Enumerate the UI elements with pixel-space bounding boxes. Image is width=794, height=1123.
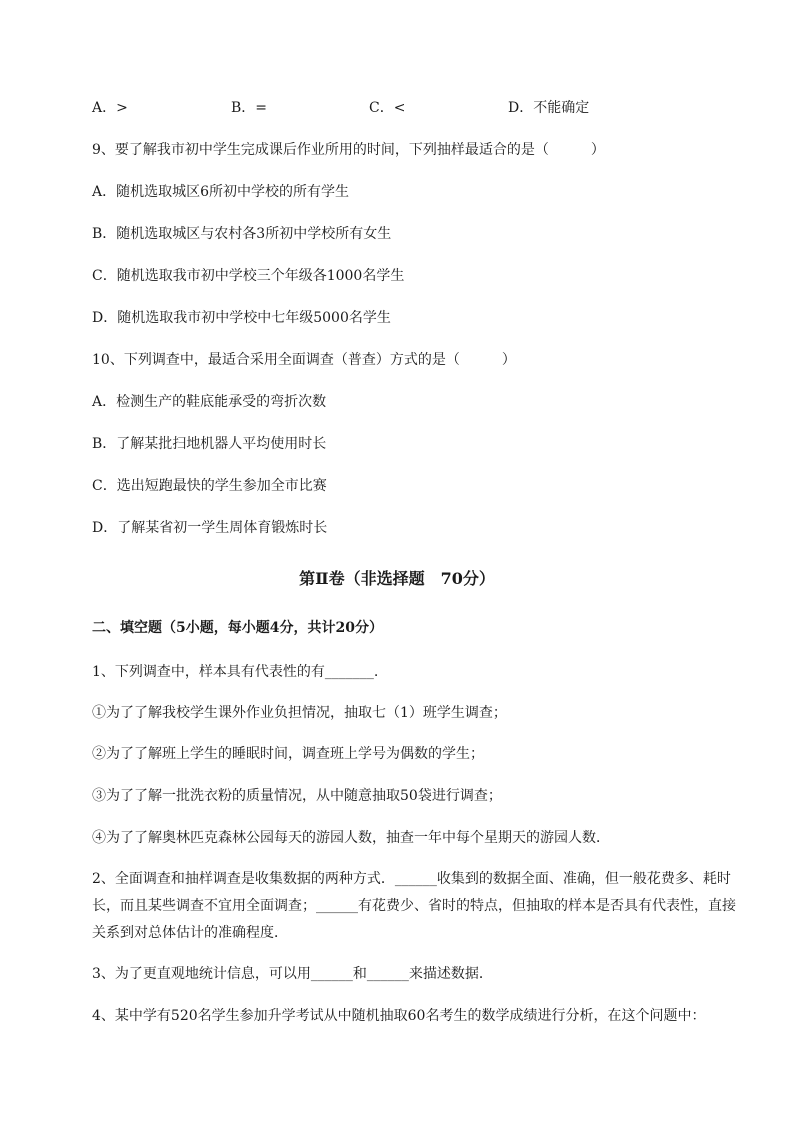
q8-option-c: C．< [369, 100, 406, 116]
fill-section-heading: 二、填空题（5小题，每小题4分，共计20分） [92, 620, 383, 636]
q8-options [92, 98, 712, 118]
fill1-item-4: ④为了了解奥林匹克森林公园每天的游园人数，抽查一年中每个星期天的游园人数． [92, 830, 610, 846]
q9-stem: 9、要了解我市初中学生完成课后作业所用的时间，下列抽样最适合的是（ ） [92, 142, 605, 158]
q9-option-b: B．随机选取城区与农村各3所初中学校所有女生 [92, 226, 392, 242]
q10-option-c: C．选出短跑最快的学生参加全市比赛 [92, 478, 327, 494]
fill1-item-2: ②为了了解班上学生的睡眠时间，调查班上学号为偶数的学生； [92, 746, 484, 762]
q10-option-d: D．了解某省初一学生周体育锻炼时长 [92, 520, 328, 536]
q9-option-d: D．随机选取我市初中学校中七年级5000名学生 [92, 310, 391, 326]
q8-option-d: D．不能确定 [508, 100, 590, 116]
q8-option-a: A．> [92, 100, 128, 116]
fill1-item-1: ①为了了解我校学生课外作业负担情况，抽取七（1）班学生调查； [92, 705, 507, 721]
fill3-text: 3、为了更直观地统计信息，可以用______和______来描述数据． [92, 966, 493, 982]
part2-title: 第Ⅱ卷（非选择题 70分） [299, 569, 495, 588]
fill4-text: 4、某中学有520名学生参加升学考试从中随机抽取60名考生的数学成绩进行分析，在这个问题中： [92, 1008, 706, 1024]
q10-option-a: A．检测生产的鞋底能承受的弯折次数 [92, 394, 327, 410]
q10-option-b: B．了解某批扫地机器人平均使用时长 [92, 436, 327, 452]
fill1-item-3: ③为了了解一批洗衣粉的质量情况，从中随意抽取50袋进行调查； [92, 788, 502, 804]
q10-stem: 10、下列调查中，最适合采用全面调查（普查）方式的是（ ） [92, 352, 516, 368]
fill1-stem: 1、下列调查中，样本具有代表性的有_______. [92, 664, 379, 680]
q9-option-c: C．随机选取我市初中学校三个年级各1000名学生 [92, 268, 405, 284]
fill2-text: 2、全面调查和抽样调查是收集数据的两种方式．______收集到的数据全面、准确，但一般花费多、耗时长，而且某些调查不宜用全面调查；______有花费少、省时的特点，但抽取的样本是否具有代表性，直接关系到对总体估计的准确程度． [92, 871, 736, 941]
q8-option-b: B．= [231, 100, 268, 116]
q9-option-a: A．随机选取城区6所初中学校的所有学生 [92, 184, 350, 200]
